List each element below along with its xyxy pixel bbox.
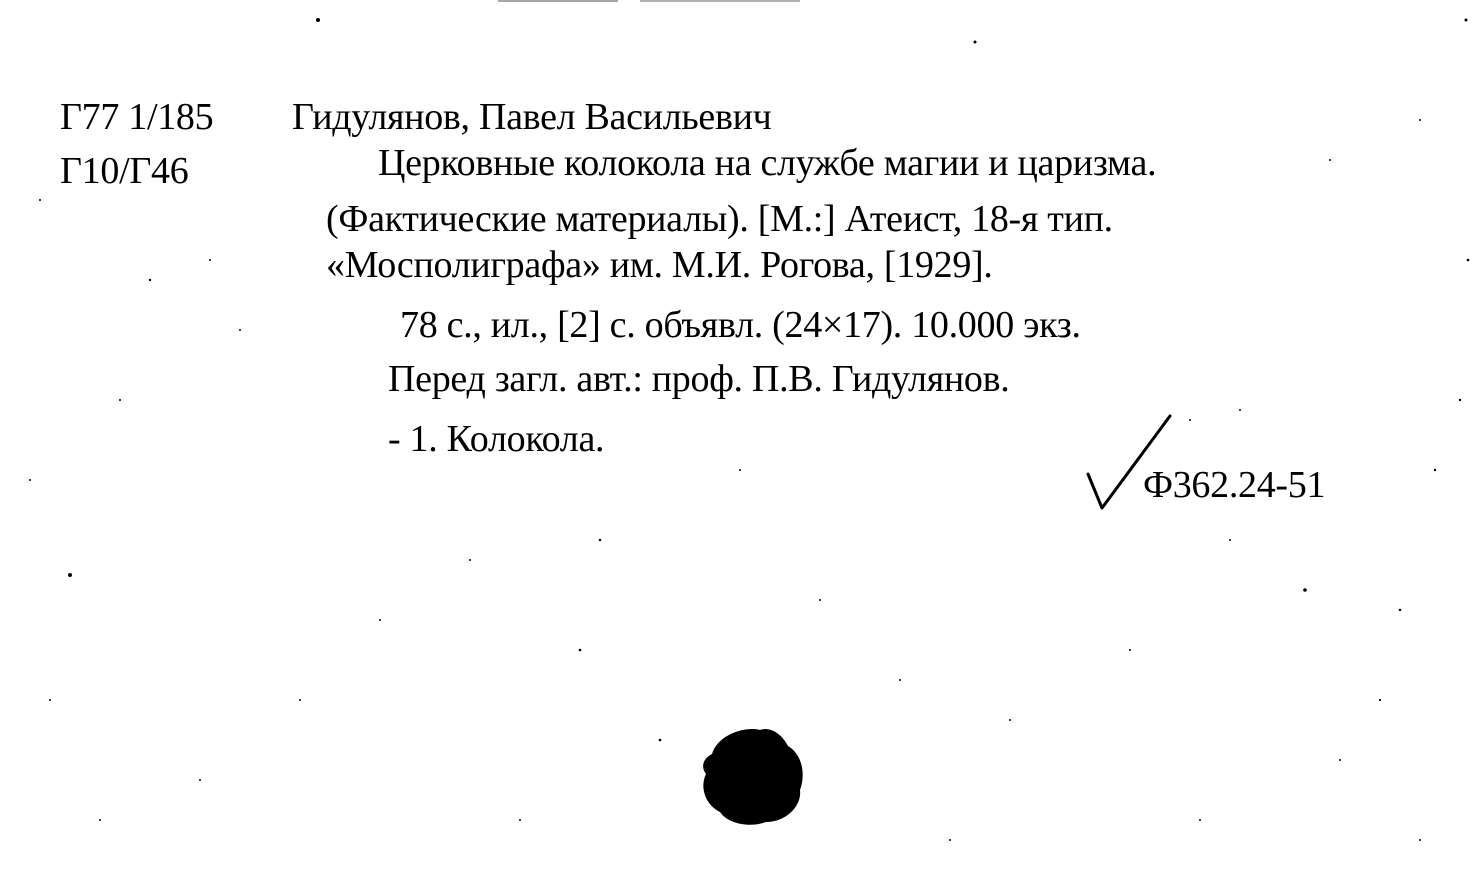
title-line-2: (Фактические материалы). [М.:] Атеист, 18-я тип. [326,198,1113,240]
subject-tracing: - 1. Колокола. [388,418,605,460]
collation: 78 с., ил., [2] с. объявл. (24×17). 10.000 экз. [400,304,1081,346]
title-line-3: «Мосполиграфа» им. М.И. Рогова, [1929]. [326,244,993,286]
note: Перед загл. авт.: проф. П.В. Гидулянов. [388,358,1010,400]
shelfmark-secondary: Г10/Г46 [60,150,189,192]
fund-number: Ф362.24-51 [1143,464,1326,506]
shelfmark-primary: Г77 1/185 [60,96,214,138]
title-line-1: Церковные колокола на службе магии и царизма. [378,142,1157,184]
punch-hole [698,724,808,828]
author-heading: Гидулянов, Павел Васильевич [292,96,772,138]
